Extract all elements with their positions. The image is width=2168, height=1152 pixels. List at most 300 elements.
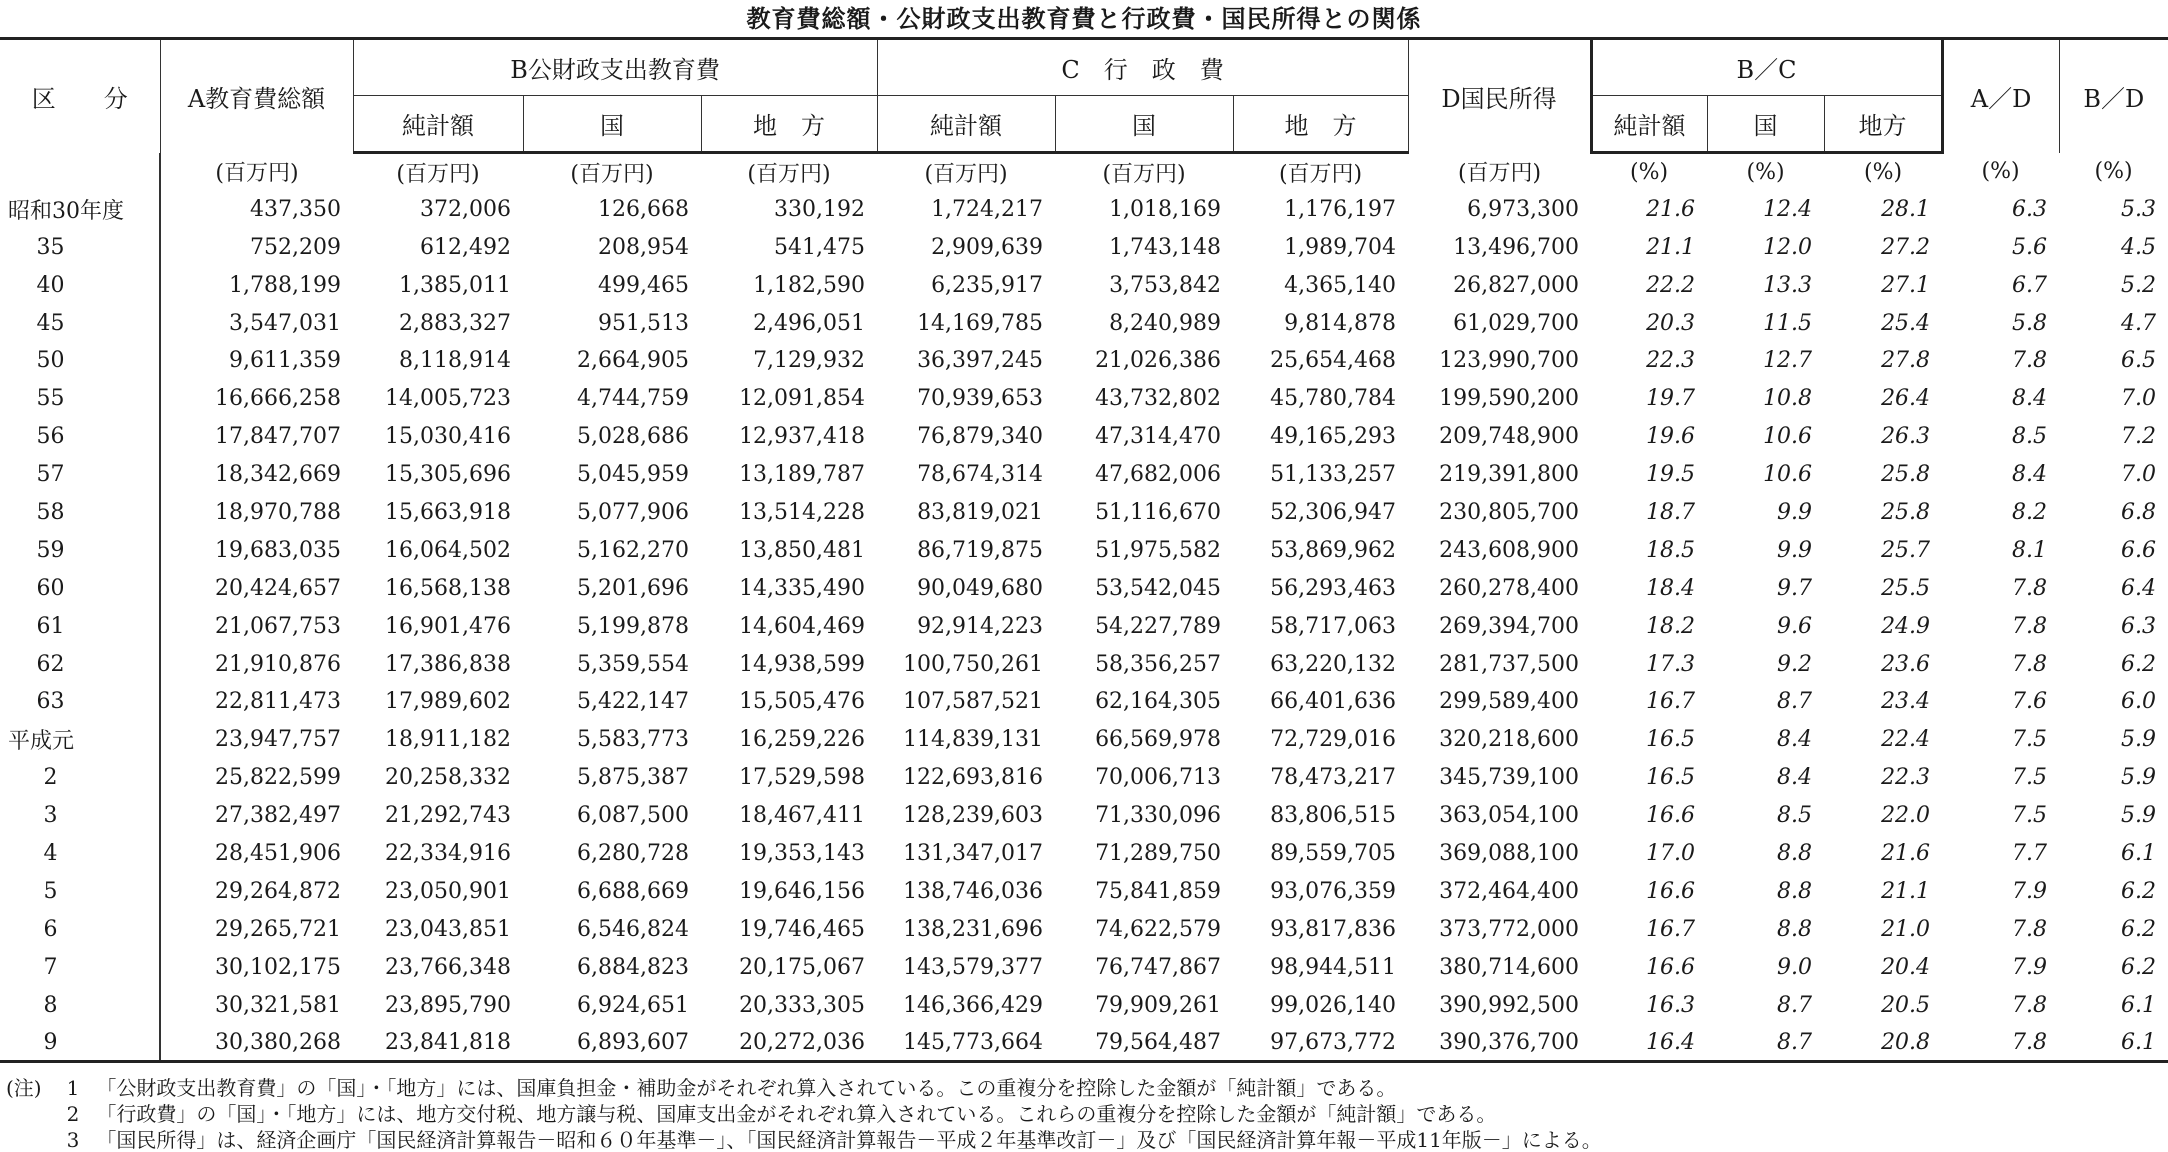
table-cell: 8.7 bbox=[1777, 992, 1813, 1018]
table-cell: 99,026,140 bbox=[1270, 992, 1397, 1018]
header-b-chiho: 地 方 bbox=[701, 96, 877, 153]
table-cell: 7.8 bbox=[2012, 348, 2048, 374]
table-cell: 3,547,031 bbox=[229, 310, 341, 336]
table-cell: 219,391,800 bbox=[1439, 462, 1580, 488]
table-cell: 29,264,872 bbox=[215, 878, 341, 904]
row-label: 60 bbox=[0, 569, 160, 607]
table-cell: 71,289,750 bbox=[1095, 840, 1222, 866]
table-cell: 5,162,270 bbox=[577, 537, 689, 563]
table-cell: 380,714,600 bbox=[1439, 954, 1580, 980]
table-cell: 6,688,669 bbox=[577, 878, 689, 904]
table-cell: 7.8 bbox=[2012, 651, 2048, 677]
unit-cell: (百万円) bbox=[747, 161, 831, 187]
table-cell: 100,750,261 bbox=[903, 651, 1044, 677]
table-cell: 7.8 bbox=[2012, 916, 2048, 942]
table-cell: 5.9 bbox=[2121, 765, 2157, 791]
table-cell: 20,272,036 bbox=[701, 1024, 877, 1062]
table-cell: 76,747,867 bbox=[1095, 954, 1222, 980]
table-cell: 6.2 bbox=[2121, 651, 2157, 677]
table-cell: 1,724,217 bbox=[931, 196, 1044, 222]
table-cell: 25.7 bbox=[1881, 537, 1931, 563]
table-cell: 7.0 bbox=[2121, 462, 2157, 488]
table-cell: 24.9 bbox=[1881, 613, 1931, 639]
table-cell: 23.4 bbox=[1881, 689, 1931, 715]
header-c-kuni: 国 bbox=[1055, 96, 1233, 153]
table-cell: 58,356,257 bbox=[1095, 651, 1222, 677]
table-cell: 89,559,705 bbox=[1270, 840, 1397, 866]
table-cell: 14,169,785 bbox=[917, 310, 1044, 336]
table-cell: 12,937,418 bbox=[739, 424, 866, 450]
table-cell: 61,029,700 bbox=[1453, 310, 1580, 336]
table-cell: 18,342,669 bbox=[215, 462, 341, 488]
table-cell: 5.2 bbox=[2121, 272, 2157, 298]
row-label: 35 bbox=[0, 228, 160, 266]
table-cell: 12.7 bbox=[1763, 348, 1813, 374]
footnote-text: 「行政費」の「国」・「地方」には、地方交付税、地方譲与税、国庫支出金がそれぞれ算入されている。これらの重複分を控除した金額が「純計額」である。 bbox=[96, 1102, 1497, 1126]
header-d-income: D国民所得 bbox=[1408, 39, 1591, 153]
table-cell: 13.3 bbox=[1763, 272, 1813, 298]
table-cell: 19,353,143 bbox=[739, 840, 866, 866]
table-cell: 30,321,581 bbox=[215, 992, 341, 1018]
header-b-public: B公財政支出教育費 bbox=[353, 39, 877, 96]
table-cell: 7.9 bbox=[2012, 954, 2048, 980]
table-cell: 25.4 bbox=[1881, 310, 1931, 336]
table-cell: 23,895,790 bbox=[385, 992, 511, 1018]
table-cell: 25,654,468 bbox=[1270, 348, 1397, 374]
table-cell: 49,165,293 bbox=[1270, 424, 1397, 450]
table-cell: 23,043,851 bbox=[385, 916, 511, 942]
table-cell: 372,006 bbox=[420, 196, 511, 222]
unit-cell: (百万円) bbox=[570, 161, 654, 187]
table-row bbox=[0, 835, 2168, 873]
unit-cell-blank bbox=[0, 153, 160, 191]
table-cell: 12.4 bbox=[1763, 196, 1813, 222]
table-cell: 13,189,787 bbox=[739, 462, 866, 488]
table-cell: 16,568,138 bbox=[385, 575, 511, 601]
row-label: 58 bbox=[0, 494, 160, 532]
table-cell: 6,884,823 bbox=[577, 954, 689, 980]
header-bc-net: 純計額 bbox=[1591, 96, 1707, 153]
table-cell: 390,992,500 bbox=[1439, 992, 1580, 1018]
table-cell: 6.0 bbox=[2121, 689, 2157, 715]
table-cell: 28,451,906 bbox=[215, 840, 341, 866]
table-cell: 281,737,500 bbox=[1439, 651, 1580, 677]
table-cell: 128,239,603 bbox=[903, 803, 1044, 829]
table-cell: 20,175,067 bbox=[739, 954, 866, 980]
table-cell: 21.6 bbox=[1646, 196, 1696, 222]
table-cell: 22.2 bbox=[1646, 272, 1696, 298]
header-bc-chiho: 地方 bbox=[1824, 96, 1942, 153]
footnote-text: 「国民所得」は、経済企画庁「国民経済計算報告－昭和６０年基準－」、「国民経済計算報告－平成２年基準改訂－」及び「国民経済計算年報－平成11年版－」による。 bbox=[96, 1128, 1602, 1152]
table-cell: 18,911,182 bbox=[385, 727, 511, 753]
header-bc-kuni: 国 bbox=[1707, 96, 1824, 153]
table-cell: 1,788,199 bbox=[229, 272, 341, 298]
row-label: 7 bbox=[0, 948, 160, 986]
footnote-3 bbox=[0, 1127, 2168, 1152]
table-cell: 20,258,332 bbox=[385, 765, 511, 791]
row-label: 平成元 bbox=[0, 721, 160, 759]
table-cell: 21,067,753 bbox=[215, 613, 341, 639]
unit-row bbox=[0, 153, 2168, 191]
table-cell: 7.8 bbox=[2012, 575, 2048, 601]
table-cell: 18,467,411 bbox=[739, 803, 866, 829]
table-cell: 20.8 bbox=[1824, 1024, 1942, 1062]
table-cell: 22.4 bbox=[1881, 727, 1931, 753]
table-cell: 25.8 bbox=[1881, 462, 1931, 488]
table-cell: 23.6 bbox=[1881, 651, 1931, 677]
table-cell: 17.3 bbox=[1646, 651, 1696, 677]
table-cell: 79,909,261 bbox=[1095, 992, 1222, 1018]
table-cell: 70,006,713 bbox=[1095, 765, 1222, 791]
table-cell: 25.5 bbox=[1881, 575, 1931, 601]
table-row bbox=[0, 569, 2168, 607]
table-cell: 17,989,602 bbox=[385, 689, 511, 715]
table-cell: 20.3 bbox=[1646, 310, 1696, 336]
row-label: 2 bbox=[0, 759, 160, 797]
table-cell: 5,422,147 bbox=[577, 689, 689, 715]
footnote-1 bbox=[0, 1075, 2168, 1101]
table-cell: 612,492 bbox=[420, 234, 511, 260]
table-cell: 51,133,257 bbox=[1270, 462, 1397, 488]
table-row bbox=[0, 342, 2168, 380]
table-row bbox=[0, 721, 2168, 759]
table-cell: 8.4 bbox=[1777, 765, 1813, 791]
table-cell: 8.4 bbox=[2012, 462, 2048, 488]
table-cell: 6,973,300 bbox=[1467, 196, 1580, 222]
table-cell: 2,909,639 bbox=[931, 234, 1044, 260]
table-cell: 209,748,900 bbox=[1439, 424, 1580, 450]
table-cell: 8.8 bbox=[1777, 916, 1813, 942]
table-cell: 10.6 bbox=[1763, 462, 1813, 488]
table-cell: 10.6 bbox=[1763, 424, 1813, 450]
table-cell: 20.4 bbox=[1881, 954, 1931, 980]
table-cell: 25,822,599 bbox=[215, 765, 341, 791]
table-cell: 6.2 bbox=[2121, 916, 2157, 942]
table-cell: 26.3 bbox=[1881, 424, 1931, 450]
table-cell: 15,505,476 bbox=[739, 689, 866, 715]
unit-cell: (百万円) bbox=[1278, 161, 1363, 187]
row-label: 3 bbox=[0, 797, 160, 835]
table-cell: 29,265,721 bbox=[215, 916, 341, 942]
table-cell: 7.2 bbox=[2121, 424, 2157, 450]
table-cell: 6.1 bbox=[2121, 840, 2157, 866]
table-cell: 93,076,359 bbox=[1270, 878, 1397, 904]
table-cell: 9.0 bbox=[1777, 954, 1813, 980]
table-cell: 390,376,700 bbox=[1408, 1024, 1591, 1062]
table-cell: 93,817,836 bbox=[1270, 916, 1397, 942]
table-cell: 7.0 bbox=[2121, 386, 2157, 412]
table-cell: 21,292,743 bbox=[385, 803, 511, 829]
header-kubun: 区 分 bbox=[0, 39, 160, 153]
table-cell: 13,496,700 bbox=[1453, 234, 1580, 260]
table-cell: 18.4 bbox=[1646, 575, 1696, 601]
table-row bbox=[0, 1024, 2168, 1062]
table-cell: 8.2 bbox=[2012, 499, 2048, 525]
table-cell: 199,590,200 bbox=[1439, 386, 1580, 412]
table-cell: 4,365,140 bbox=[1284, 272, 1397, 298]
table-cell: 70,939,653 bbox=[917, 386, 1044, 412]
row-label: 57 bbox=[0, 456, 160, 494]
unit-cell: (%) bbox=[2094, 158, 2133, 184]
table-cell: 78,674,314 bbox=[917, 462, 1044, 488]
table-cell: 372,464,400 bbox=[1439, 878, 1580, 904]
table-cell: 97,673,772 bbox=[1233, 1024, 1408, 1062]
header-c-net: 純計額 bbox=[877, 96, 1055, 153]
table-cell: 4.5 bbox=[2121, 234, 2157, 260]
table-cell: 43,732,802 bbox=[1095, 386, 1222, 412]
table-cell: 7.7 bbox=[2012, 840, 2048, 866]
table-cell: 22,334,916 bbox=[385, 840, 511, 866]
row-label: 55 bbox=[0, 380, 160, 418]
table-cell: 5.3 bbox=[2121, 196, 2157, 222]
table-cell: 86,719,875 bbox=[917, 537, 1044, 563]
table-cell: 5.9 bbox=[2121, 803, 2157, 829]
table-cell: 78,473,217 bbox=[1270, 765, 1397, 791]
table-cell: 6.3 bbox=[2012, 196, 2048, 222]
table-cell: 499,465 bbox=[598, 272, 689, 298]
table-cell: 23,050,901 bbox=[385, 878, 511, 904]
table-cell: 16,064,502 bbox=[385, 537, 511, 563]
table-cell: 7.5 bbox=[2012, 803, 2048, 829]
table-cell: 5,583,773 bbox=[577, 727, 689, 753]
row-label: 5 bbox=[0, 872, 160, 910]
table-cell: 13,850,481 bbox=[739, 537, 866, 563]
table-cell: 1,182,590 bbox=[753, 272, 866, 298]
table-cell: 66,569,978 bbox=[1095, 727, 1222, 753]
table-cell: 5,199,878 bbox=[577, 613, 689, 639]
table-cell: 369,088,100 bbox=[1439, 840, 1580, 866]
table-cell: 9,814,878 bbox=[1284, 310, 1397, 336]
table-cell: 19.5 bbox=[1646, 462, 1696, 488]
table-cell: 17.0 bbox=[1646, 840, 1696, 866]
table-cell: 30,380,268 bbox=[160, 1024, 353, 1062]
table-cell: 12.0 bbox=[1763, 234, 1813, 260]
table-cell: 6.8 bbox=[2121, 499, 2157, 525]
header-b-net: 純計額 bbox=[353, 96, 523, 153]
table-cell: 7.5 bbox=[2012, 727, 2048, 753]
table-cell: 22.3 bbox=[1646, 348, 1696, 374]
footnote-number: 3 bbox=[66, 1128, 80, 1152]
table-cell: 6,235,917 bbox=[931, 272, 1044, 298]
table-cell: 92,914,223 bbox=[917, 613, 1044, 639]
table-cell: 16.6 bbox=[1646, 803, 1696, 829]
table-cell: 72,729,016 bbox=[1270, 727, 1397, 753]
table-cell: 8.1 bbox=[2012, 537, 2048, 563]
table-cell: 345,739,100 bbox=[1439, 765, 1580, 791]
table-cell: 6.1 bbox=[2059, 1024, 2168, 1062]
table-cell: 26,827,000 bbox=[1453, 272, 1580, 298]
table-cell: 21,026,386 bbox=[1095, 348, 1222, 374]
table-cell: 27,382,497 bbox=[215, 803, 341, 829]
table-cell: 98,944,511 bbox=[1270, 954, 1397, 980]
row-label: 56 bbox=[0, 418, 160, 456]
table-cell: 19,646,156 bbox=[739, 878, 866, 904]
table-cell: 53,542,045 bbox=[1095, 575, 1222, 601]
header-a-total: A教育費総額 bbox=[160, 39, 353, 153]
table-row bbox=[0, 494, 2168, 532]
table-cell: 16.6 bbox=[1646, 878, 1696, 904]
table-cell: 5.6 bbox=[2012, 234, 2048, 260]
table-row bbox=[0, 418, 2168, 456]
table-cell: 131,347,017 bbox=[903, 840, 1044, 866]
table-cell: 27.1 bbox=[1881, 272, 1931, 298]
table-cell: 21.1 bbox=[1881, 878, 1931, 904]
table-cell: 47,314,470 bbox=[1095, 424, 1222, 450]
table-cell: 20,424,657 bbox=[215, 575, 341, 601]
table-cell: 5.9 bbox=[2121, 727, 2157, 753]
table-cell: 36,397,245 bbox=[917, 348, 1044, 374]
row-label: 昭和30年度 bbox=[0, 190, 160, 228]
row-label: 59 bbox=[0, 531, 160, 569]
table-cell: 18.5 bbox=[1646, 537, 1696, 563]
table-cell: 13,514,228 bbox=[739, 499, 866, 525]
table-cell: 76,879,340 bbox=[917, 424, 1044, 450]
table-cell: 373,772,000 bbox=[1439, 916, 1580, 942]
table-cell: 16.7 bbox=[1646, 689, 1696, 715]
table-cell: 4,744,759 bbox=[577, 386, 689, 412]
table-cell: 1,018,169 bbox=[1109, 196, 1222, 222]
table-cell: 16.4 bbox=[1591, 1024, 1707, 1062]
table-cell: 23,766,348 bbox=[385, 954, 511, 980]
table-cell: 7.8 bbox=[2012, 992, 2048, 1018]
table-cell: 2,883,327 bbox=[399, 310, 511, 336]
row-label: 50 bbox=[0, 342, 160, 380]
table-cell: 23,947,757 bbox=[215, 727, 341, 753]
table-cell: 25.8 bbox=[1881, 499, 1931, 525]
table-cell: 4.7 bbox=[2121, 310, 2157, 336]
table-cell: 6.5 bbox=[2121, 348, 2157, 374]
table-cell: 8.8 bbox=[1777, 878, 1813, 904]
table-cell: 9.9 bbox=[1777, 499, 1813, 525]
table-body bbox=[0, 153, 2168, 1062]
table-cell: 2,664,905 bbox=[577, 348, 689, 374]
table-cell: 58,717,063 bbox=[1270, 613, 1397, 639]
table-cell: 8.7 bbox=[1707, 1024, 1824, 1062]
table-cell: 52,306,947 bbox=[1270, 499, 1397, 525]
footnote-text: 「公財政支出教育費」の「国」・「地方」には、国庫負担金・補助金がそれぞれ算入されている。この重複分を控除した金額が「純計額」である。 bbox=[96, 1076, 1397, 1100]
table-cell: 26.4 bbox=[1881, 386, 1931, 412]
table-cell: 230,805,700 bbox=[1439, 499, 1580, 525]
table-cell: 10.8 bbox=[1763, 386, 1813, 412]
table-cell: 145,773,664 bbox=[877, 1024, 1055, 1062]
table-cell: 8.5 bbox=[1777, 803, 1813, 829]
table-cell: 16,901,476 bbox=[385, 613, 511, 639]
table-cell: 45,780,784 bbox=[1270, 386, 1397, 412]
table-cell: 320,218,600 bbox=[1439, 727, 1580, 753]
table-cell: 6,546,824 bbox=[577, 916, 689, 942]
table-cell: 51,975,582 bbox=[1095, 537, 1222, 563]
table-cell: 16.7 bbox=[1646, 916, 1696, 942]
table-cell: 9,611,359 bbox=[229, 348, 341, 374]
table-cell: 6.4 bbox=[2121, 575, 2157, 601]
header-a-over-d: A／D bbox=[1942, 39, 2059, 153]
table-cell: 8,118,914 bbox=[399, 348, 511, 374]
table-cell: 16,666,258 bbox=[215, 386, 341, 412]
table-cell: 7.8 bbox=[1942, 1024, 2059, 1062]
table-cell: 9.7 bbox=[1777, 575, 1813, 601]
table-cell: 21.1 bbox=[1646, 234, 1696, 260]
row-label: 8 bbox=[0, 986, 160, 1024]
row-label: 45 bbox=[0, 304, 160, 342]
table-cell: 6.7 bbox=[2012, 272, 2048, 298]
footnote-2 bbox=[0, 1101, 2168, 1127]
table-cell: 8,240,989 bbox=[1109, 310, 1222, 336]
row-label: 9 bbox=[0, 1024, 160, 1062]
table-cell: 21.0 bbox=[1881, 916, 1931, 942]
table-cell: 17,529,598 bbox=[739, 765, 866, 791]
table-cell: 1,385,011 bbox=[399, 272, 511, 298]
table-cell: 243,608,900 bbox=[1439, 537, 1580, 563]
table-cell: 20,333,305 bbox=[739, 992, 866, 1018]
table-row bbox=[0, 986, 2168, 1024]
table-cell: 6.2 bbox=[2121, 954, 2157, 980]
table-cell: 14,335,490 bbox=[739, 575, 866, 601]
table-row bbox=[0, 531, 2168, 569]
table-cell: 6.6 bbox=[2121, 537, 2157, 563]
header-b-over-c: B／C bbox=[1591, 39, 1942, 96]
table-cell: 6,280,728 bbox=[577, 840, 689, 866]
table-cell: 16,259,226 bbox=[739, 727, 866, 753]
table-cell: 22.0 bbox=[1881, 803, 1931, 829]
table-cell: 7.6 bbox=[2012, 689, 2048, 715]
table-cell: 5,077,906 bbox=[577, 499, 689, 525]
table-row bbox=[0, 683, 2168, 721]
table-cell: 8.4 bbox=[2012, 386, 2048, 412]
table-cell: 8.5 bbox=[2012, 424, 2048, 450]
table-cell: 5,201,696 bbox=[577, 575, 689, 601]
table-cell: 11.5 bbox=[1763, 310, 1813, 336]
table-cell: 19.7 bbox=[1646, 386, 1696, 412]
table-cell: 7.8 bbox=[2012, 613, 2048, 639]
table-cell: 122,693,816 bbox=[903, 765, 1044, 791]
table-cell: 51,116,670 bbox=[1095, 499, 1222, 525]
table-cell: 541,475 bbox=[774, 234, 866, 260]
table-cell: 63,220,132 bbox=[1270, 651, 1397, 677]
table-cell: 83,819,021 bbox=[917, 499, 1044, 525]
page-title: 教育費総額・公財政支出教育費と行政費・国民所得との関係 bbox=[746, 4, 1422, 33]
table-cell: 16.3 bbox=[1646, 992, 1696, 1018]
table-row bbox=[0, 759, 2168, 797]
table-row bbox=[0, 948, 2168, 986]
table-cell: 437,350 bbox=[250, 196, 341, 222]
unit-cell: (百万円) bbox=[215, 160, 299, 186]
table-cell: 8.8 bbox=[1777, 840, 1813, 866]
table-cell: 126,668 bbox=[598, 196, 689, 222]
table-cell: 66,401,636 bbox=[1270, 689, 1397, 715]
table-cell: 299,589,400 bbox=[1439, 689, 1580, 715]
table-cell: 54,227,789 bbox=[1095, 613, 1222, 639]
table-row bbox=[0, 304, 2168, 342]
table-row bbox=[0, 910, 2168, 948]
table-row bbox=[0, 190, 2168, 228]
table-cell: 18.2 bbox=[1646, 613, 1696, 639]
row-label: 40 bbox=[0, 266, 160, 304]
table-cell: 1,176,197 bbox=[1284, 196, 1397, 222]
table-cell: 143,579,377 bbox=[903, 954, 1044, 980]
table-cell: 79,564,487 bbox=[1055, 1024, 1233, 1062]
table-cell: 22,811,473 bbox=[215, 689, 341, 715]
table-cell: 15,030,416 bbox=[385, 424, 511, 450]
table-cell: 107,587,521 bbox=[903, 689, 1044, 715]
table-cell: 22.3 bbox=[1881, 765, 1931, 791]
table-cell: 6.2 bbox=[2121, 878, 2157, 904]
table-cell: 16.6 bbox=[1646, 954, 1696, 980]
row-label: 62 bbox=[0, 645, 160, 683]
table-cell: 5.8 bbox=[2012, 310, 2048, 336]
header-c-admin: C 行 政 費 bbox=[877, 39, 1408, 96]
table-cell: 53,869,962 bbox=[1270, 537, 1397, 563]
table-cell: 138,746,036 bbox=[903, 878, 1044, 904]
